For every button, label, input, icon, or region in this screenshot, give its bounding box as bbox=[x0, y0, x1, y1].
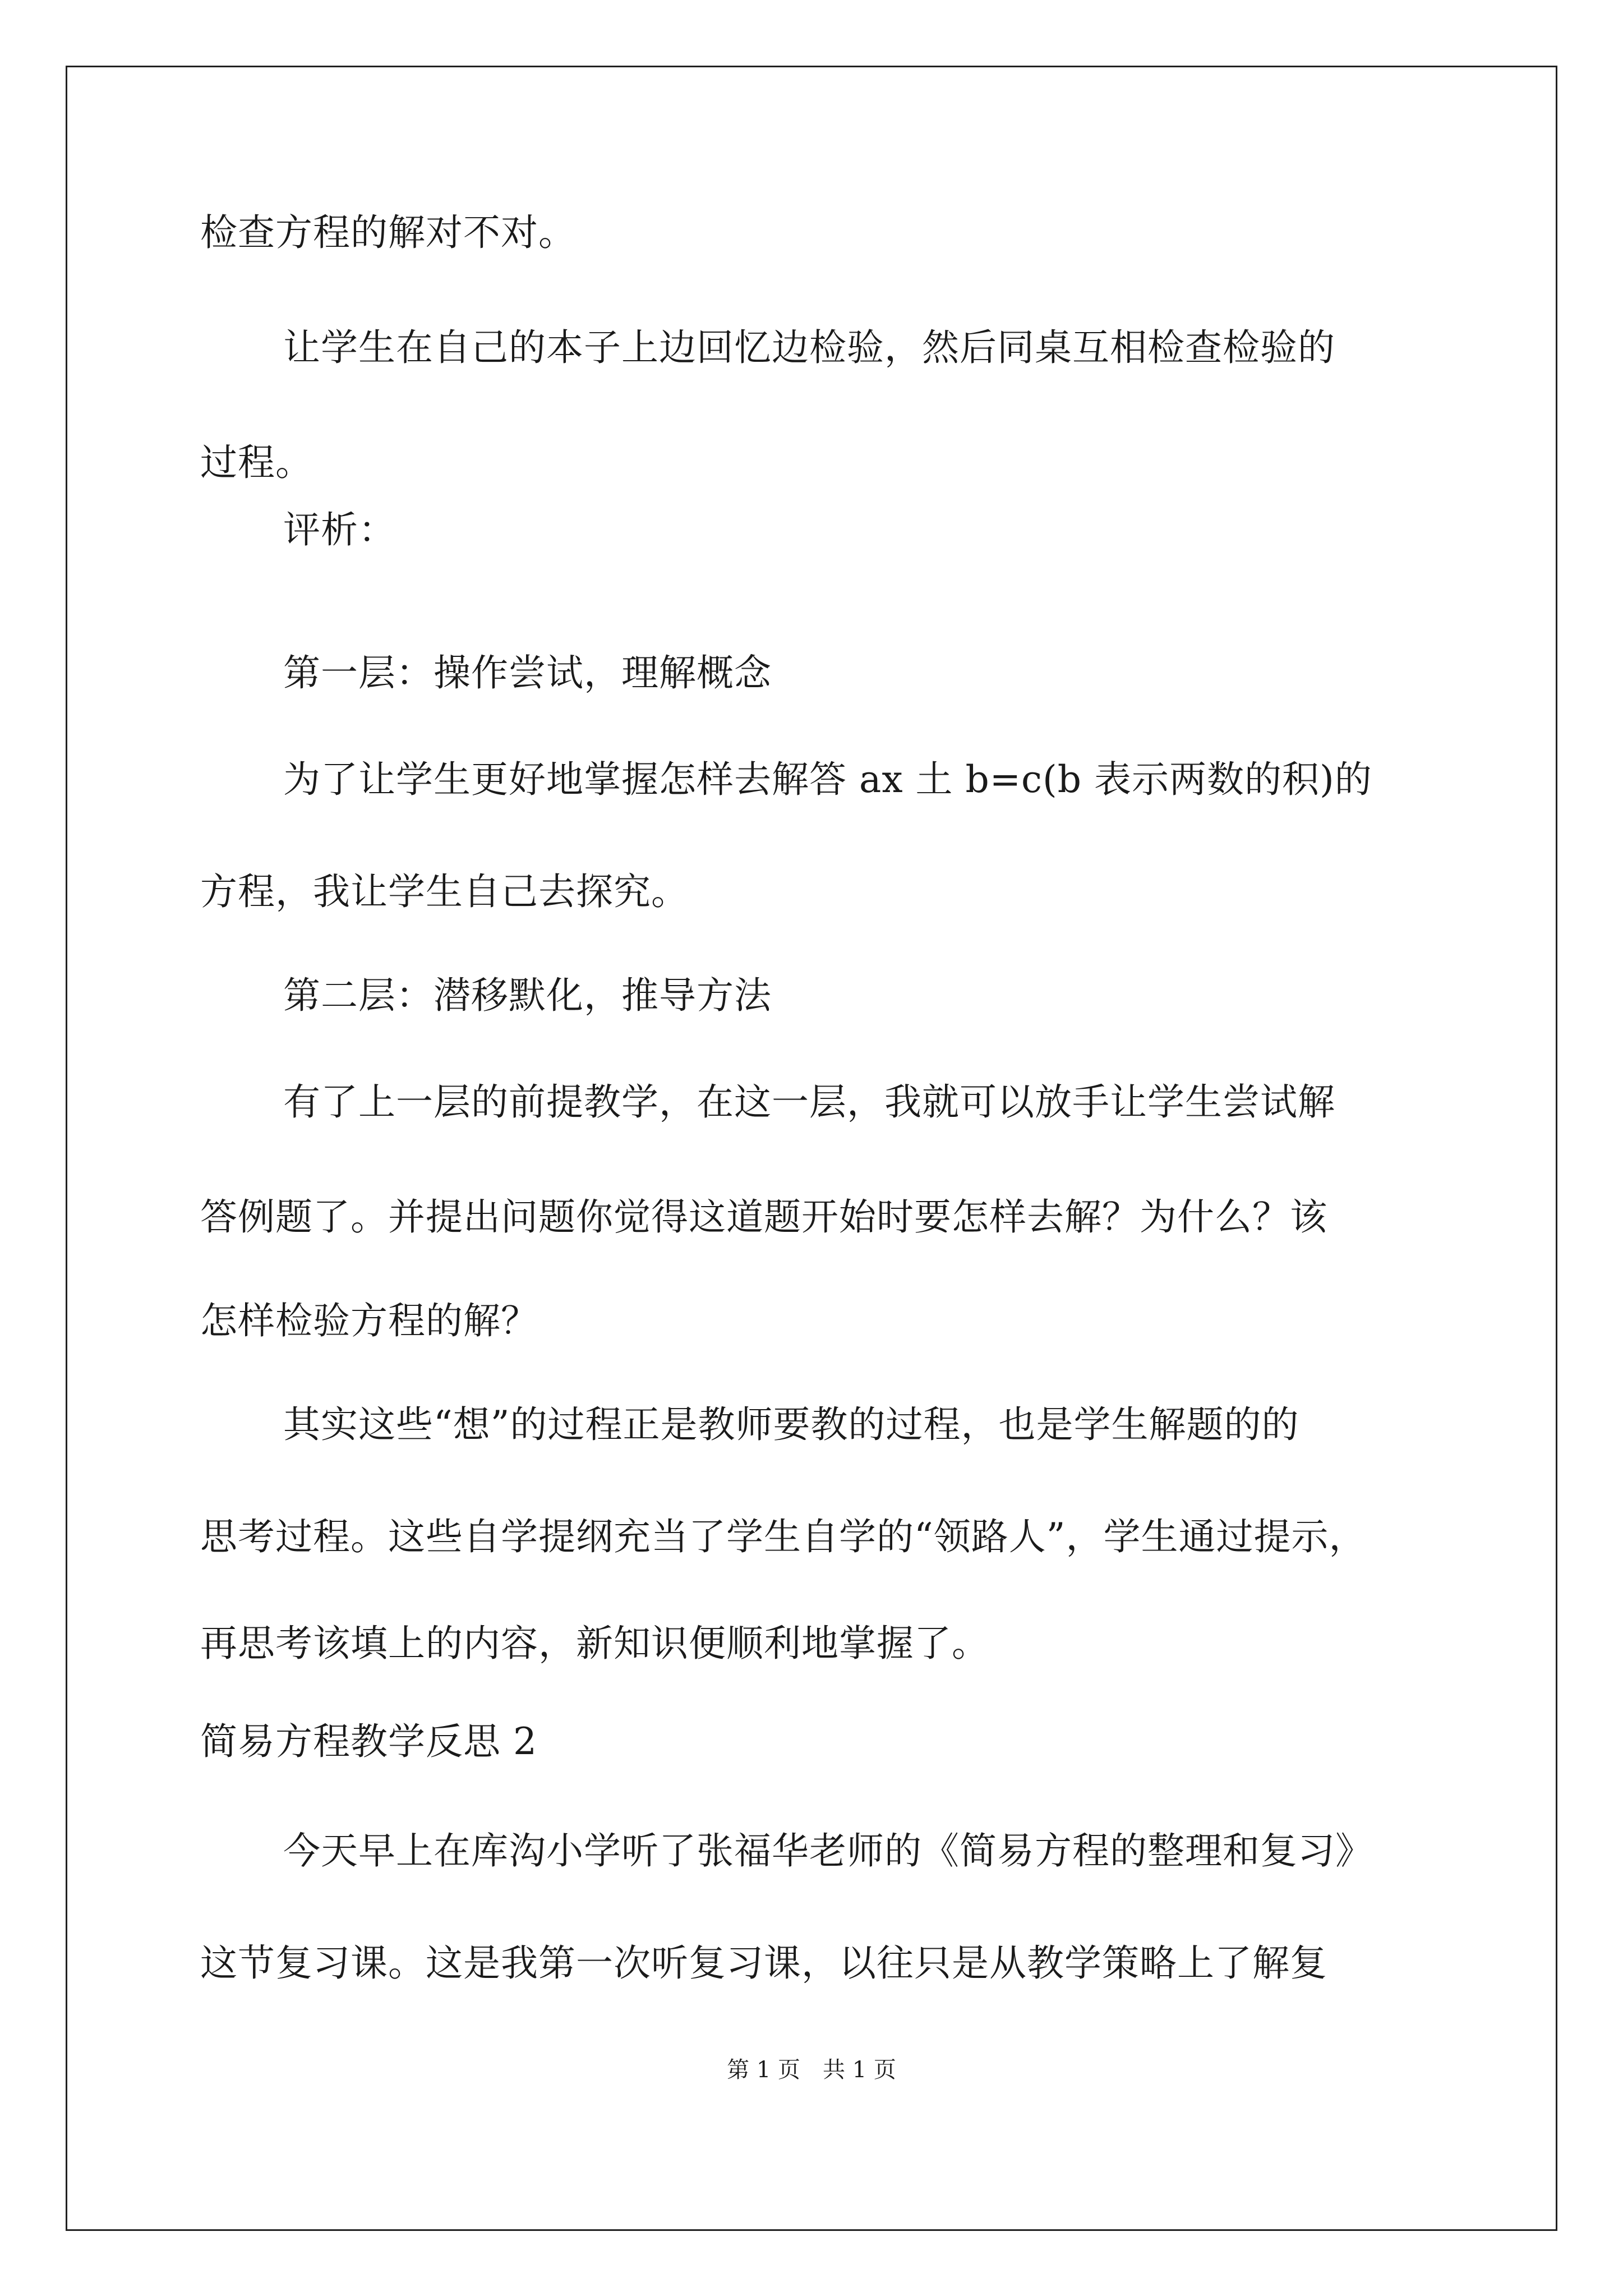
section-heading: 简易方程教学反思 2 bbox=[200, 1720, 537, 1763]
text-line: 这节复习课。这是我第一次听复习课，以往只是从教学策略上了解复 bbox=[200, 1941, 1327, 1985]
text-line: 方程，我让学生自己去探究。 bbox=[200, 870, 689, 913]
text-line: 思考过程。这些自学提纲充当了学生自学的“领路人”，学生通过提示， bbox=[200, 1515, 1367, 1558]
text-line: 答例题了。并提出问题你觉得这道题开始时要怎样去解？为什么？该 bbox=[200, 1195, 1327, 1239]
text-line: 其实这些“想”的过程正是教师要教的过程，也是学生解题的的 bbox=[283, 1403, 1299, 1446]
page-border bbox=[66, 66, 1557, 2231]
text-line: 过程。 bbox=[200, 441, 313, 484]
text-line: 让学生在自己的本子上边回忆边检验，然后同桌互相检查检验的 bbox=[283, 326, 1335, 369]
text-line: 为了让学生更好地掌握怎样去解答 ax 土 b=c(b 表示两数的积)的 bbox=[283, 758, 1372, 801]
text-line: 有了上一层的前提教学，在这一层，我就可以放手让学生尝试解 bbox=[283, 1080, 1335, 1124]
text-line: 第一层：操作尝试，理解概念 bbox=[283, 651, 772, 694]
text-line: 今天早上在库沟小学听了张福华老师的《简易方程的整理和复习》 bbox=[283, 1829, 1373, 1872]
text-line: 评析： bbox=[283, 508, 396, 551]
page-number-footer: 第 1 页 共 1 页 bbox=[727, 2057, 896, 2083]
text-line: 检查方程的解对不对。 bbox=[200, 211, 576, 254]
text-line: 怎样检验方程的解？ bbox=[200, 1299, 538, 1342]
text-line: 第二层：潜移默化，推导方法 bbox=[283, 974, 772, 1017]
text-line: 再思考该填上的内容，新知识便顺利地掌握了。 bbox=[200, 1622, 989, 1665]
